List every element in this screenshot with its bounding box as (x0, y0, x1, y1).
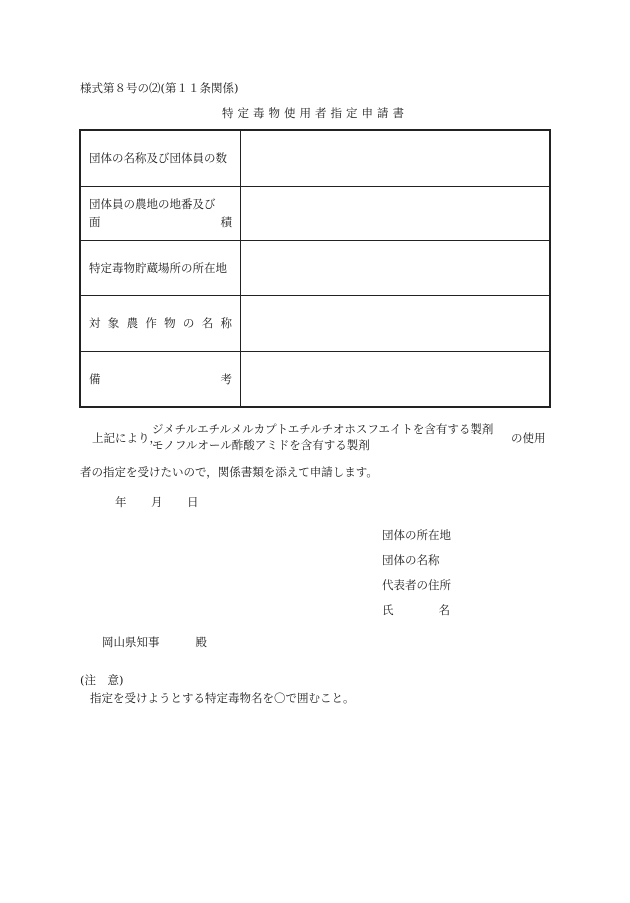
form-number: 様式第８号の⑵(第１１条関係) (80, 81, 239, 95)
statement-line2: 者の指定を受けたいので，関係書類を添えて申請します。 (80, 465, 378, 479)
label-storage-location: 特定毒物貯蔵場所の所在地 (80, 240, 241, 295)
table-row (80, 186, 550, 240)
application-form-table (79, 129, 551, 408)
label-remarks-left: 備 (89, 371, 101, 386)
label-target-crops-text (89, 315, 240, 331)
label-remarks-right: 考 (220, 371, 232, 386)
table-row (80, 295, 550, 351)
addressee-name: 岡山県知事 (102, 635, 160, 649)
date-month[interactable]: 月 (151, 495, 163, 509)
table-row (80, 130, 550, 186)
field-remarks[interactable] (241, 351, 551, 407)
label-organization-name-and-members: 団体の名称及び団体員の数 (80, 130, 241, 186)
date-year[interactable]: 年 (115, 495, 127, 509)
representative-name-left: 氏 (382, 603, 394, 617)
label-target-crops-char: の (182, 316, 195, 330)
statement-tail: の使用 (511, 431, 546, 445)
statement-lead: 上記により， (92, 431, 161, 445)
label-remarks (80, 351, 241, 407)
date-day[interactable]: 日 (187, 495, 199, 509)
applicant-address-label: 団体の所在地 (382, 528, 451, 542)
label-farmland-line1: 団体員の農地の地番及び (89, 197, 216, 211)
label-target-crops-char: 象 (107, 316, 120, 330)
toxic-substance-options (152, 421, 493, 453)
label-target-crops-char: 農 (126, 316, 139, 330)
applicant-name-label: 団体の名称 (382, 553, 440, 567)
table-row (80, 351, 550, 407)
field-farmland-lot-and-area[interactable] (241, 186, 551, 240)
label-farmland-lot-and-area (80, 186, 241, 240)
label-target-crops (80, 295, 241, 351)
representative-address-label: 代表者の住所 (382, 578, 451, 592)
label-farmland-line2-right: 積 (220, 215, 232, 229)
date-line (115, 494, 199, 510)
option-monofluoroacetamide[interactable]: モノフルオール酢酸アミドを含有する製剤 (152, 438, 370, 452)
label-farmland-line2-left: 面 (89, 215, 101, 229)
field-target-crops[interactable] (241, 295, 551, 351)
addressee-honorific: 殿 (195, 635, 207, 649)
representative-name-label (382, 602, 450, 618)
label-target-crops-char: 対 (89, 316, 101, 330)
label-target-crops-char: 物 (164, 316, 176, 330)
label-target-crops-char: 称 (220, 316, 232, 330)
note-text: 指定を受けようとする特定毒物名を〇で囲むこと。 (90, 691, 355, 705)
note-heading: (注 意) (80, 673, 124, 687)
field-storage-location[interactable] (241, 240, 551, 295)
label-target-crops-char: 名 (201, 316, 214, 330)
document-title: 特定毒物使用者指定申請書 (222, 106, 408, 120)
label-target-crops-char: 作 (145, 316, 157, 330)
addressee (102, 634, 207, 650)
representative-name-right: 名 (438, 603, 450, 617)
option-dimethyl-ethylmercaptoethyl-thiophosphate[interactable]: ジメチルエチルメルカプトエチルチオホスフエイトを含有する製剤 (152, 422, 494, 436)
table-row (80, 240, 550, 295)
field-organization-name-and-members[interactable] (241, 130, 551, 186)
